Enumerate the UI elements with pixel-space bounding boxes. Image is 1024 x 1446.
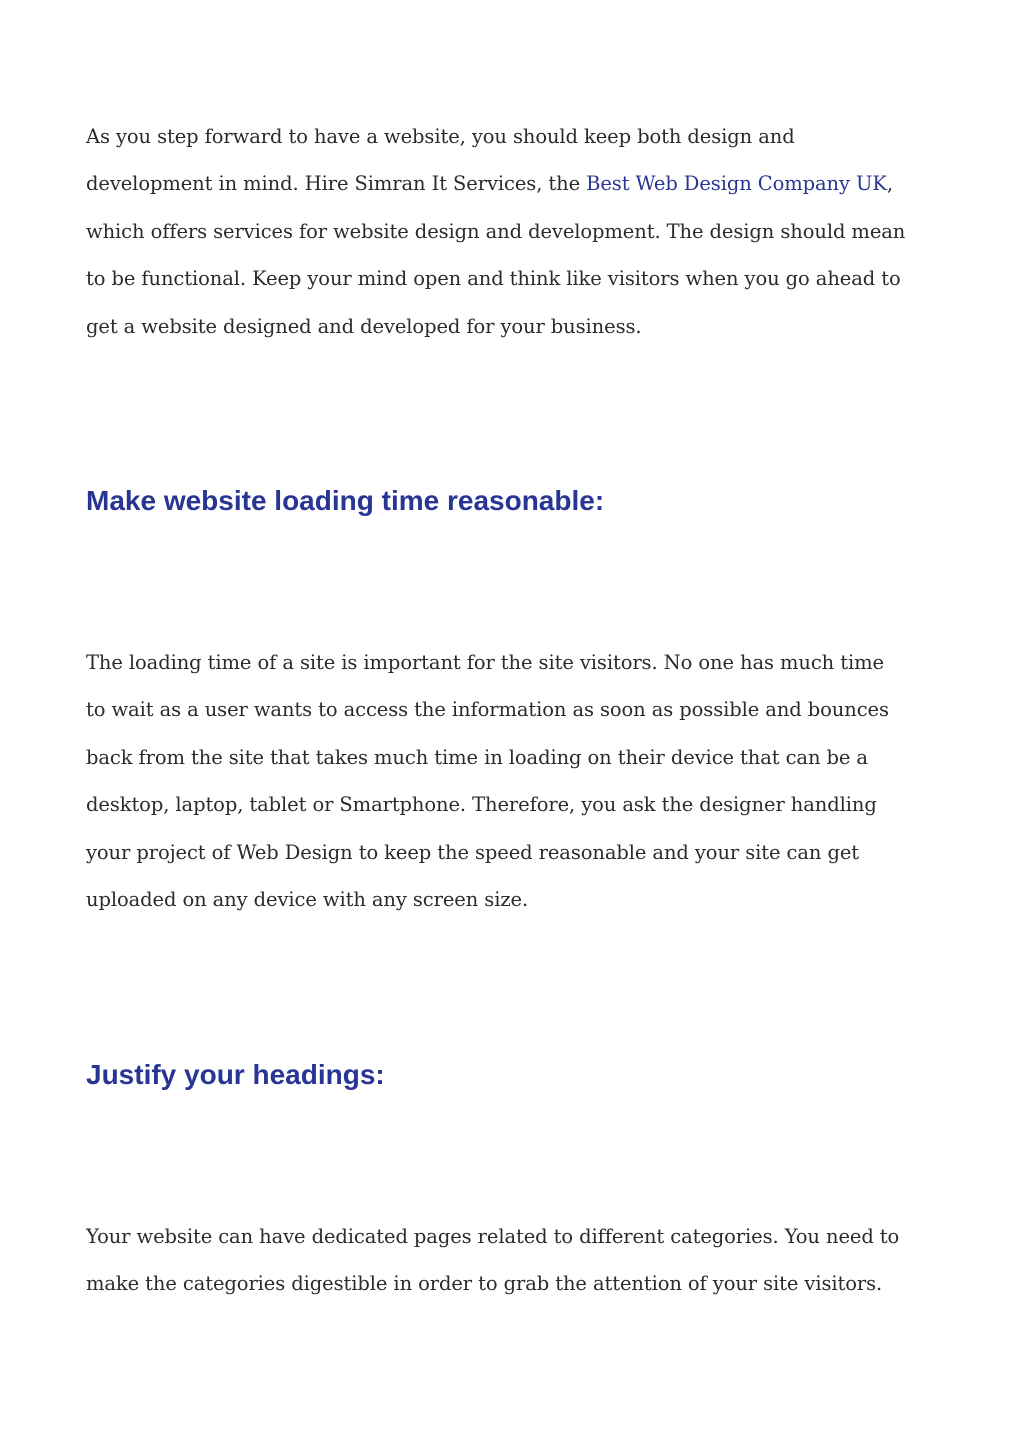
intro-line [86,160,946,207]
loading-time-paragraph [86,639,946,923]
section-heading-justify-headings: Justify your headings: [86,1059,385,1090]
intro-line: to be functional. Keep your mind open and think like visitors when you go ahead to [86,267,901,291]
intro-paragraph [86,113,946,350]
intro-line-text: development in mind. Hire Simran It Services, the [86,172,587,196]
intro-line: As you step forward to have a website, you should keep both design and [86,125,795,148]
paragraph-line: make the categories digestible in order to grab the attention of your site visitors. [86,1272,883,1296]
intro-line: which offers services for website design and development. The design should mean [86,219,906,243]
intro-line: get a website designed and developed for your business. [86,314,642,338]
paragraph-line: uploaded on any device with any screen size. [86,888,529,912]
paragraph-line: to wait as a user wants to access the information as soon as possible and bounces [86,698,889,722]
intro-line-punctuation: , [886,172,893,196]
best-web-design-company-link[interactable]: Best Web Design Company UK [586,172,887,196]
paragraph-line: your project of Web Design to keep the speed reasonable and your site can get [86,840,860,864]
paragraph-line: desktop, laptop, tablet or Smartphone. Therefore, you ask the designer handling [86,793,877,817]
headings-paragraph [86,1213,946,1308]
section-heading-loading-time: Make website loading time reasonable: [86,485,605,516]
paragraph-line: The loading time of a site is important for the site visitors. No one has much time [86,651,884,674]
paragraph-line: back from the site that takes much time in loading on their device that can be a [86,745,868,769]
paragraph-line: Your website can have dedicated pages related to different categories. You need to [86,1225,900,1248]
